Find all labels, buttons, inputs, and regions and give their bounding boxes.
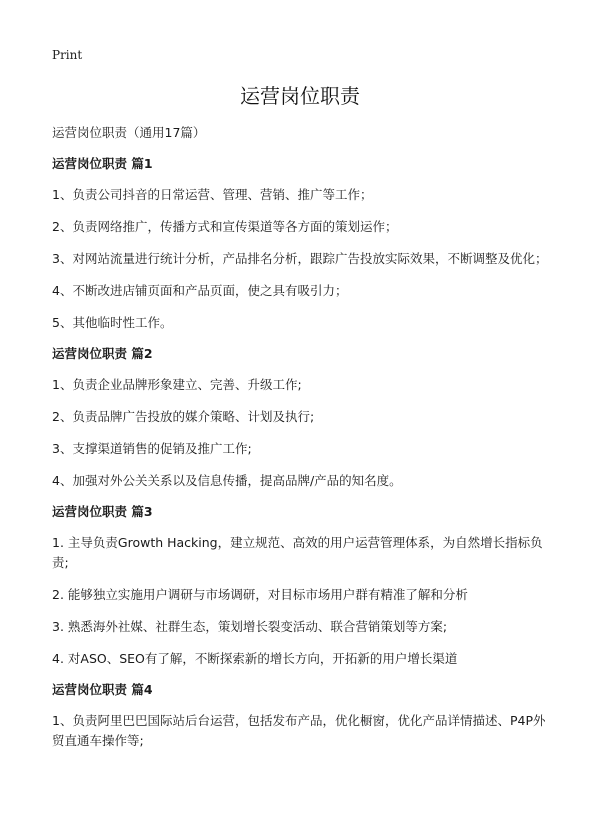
list-item: 3. 熟悉海外社媒、社群生态，策划增长裂变活动、联合营销策划等方案; bbox=[52, 619, 448, 634]
print-link[interactable]: Print bbox=[52, 48, 83, 62]
list-item: 4、加强对外公关关系以及信息传播，提高品牌/产品的知名度。 bbox=[52, 473, 402, 488]
list-item: 4、不断改进店铺页面和产品页面，使之具有吸引力； bbox=[52, 283, 348, 298]
list-item: 5、其他临时性工作。 bbox=[52, 315, 173, 330]
list-item: 1、负责企业品牌形象建立、完善、升级工作; bbox=[52, 377, 302, 392]
list-item: 3、对网站流量进行统计分析，产品排名分析，跟踪广告投放实际效果，不断调整及优化； bbox=[52, 251, 548, 266]
list-item: 2、负责品牌广告投放的媒介策略、计划及执行; bbox=[52, 409, 315, 424]
section-heading: 运营岗位职责 篇3 bbox=[52, 504, 153, 519]
list-item: 1、负责公司抖音的日常运营、管理、营销、推广等工作； bbox=[52, 187, 373, 202]
section-2 bbox=[52, 345, 548, 491]
section-3 bbox=[52, 503, 548, 669]
section-heading: 运营岗位职责 篇2 bbox=[52, 346, 153, 361]
section-1 bbox=[52, 155, 548, 333]
list-item: 2. 能够独立实施用户调研与市场调研，对目标市场用户群有精准了解和分析 bbox=[52, 587, 468, 602]
document-subtitle: 运营岗位职责（通用17篇） bbox=[52, 125, 206, 140]
list-item: 1. 主导负责Growth Hacking，建立规范、高效的用户运营管理体系，为自然增长指标负责; bbox=[52, 535, 543, 570]
list-item: 2、负责网络推广，传播方式和宣传渠道等各方面的策划运作； bbox=[52, 219, 398, 234]
list-item: 3、支撑渠道销售的促销及推广工作; bbox=[52, 441, 252, 456]
section-heading: 运营岗位职责 篇4 bbox=[52, 682, 153, 697]
document-title: 运营岗位职责 bbox=[240, 84, 360, 108]
list-item: 4. 对ASO、SEO有了解，不断探索新的增长方向，开拓新的用户增长渠道 bbox=[52, 651, 458, 666]
section-heading: 运营岗位职责 篇1 bbox=[52, 156, 153, 171]
section-4 bbox=[52, 681, 548, 751]
list-item: 1、负责阿里巴巴国际站后台运营，包括发布产品，优化橱窗，优化产品详情描述、P4P外贸直通车操作等; bbox=[52, 713, 546, 748]
